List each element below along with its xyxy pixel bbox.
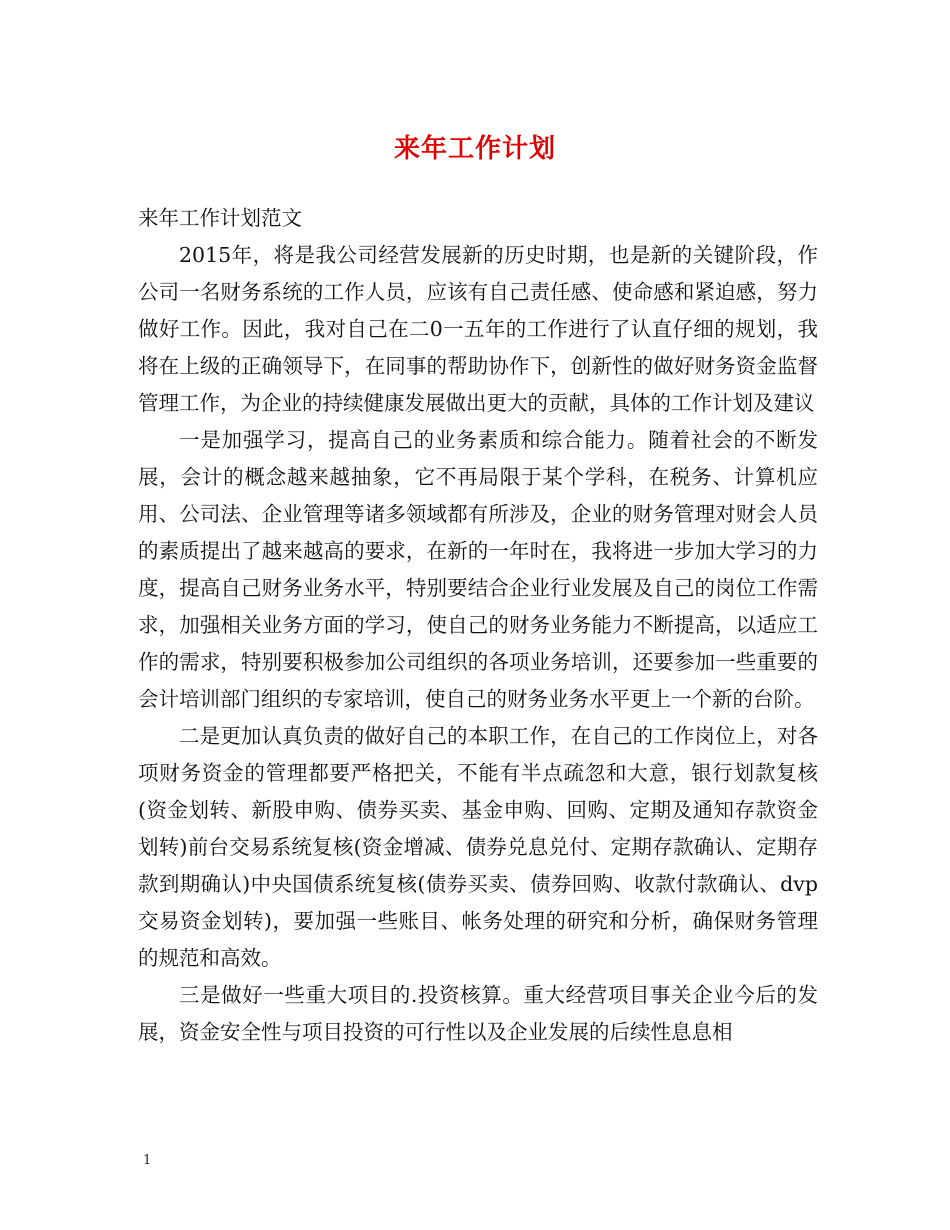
paragraph-intro: 2015年，将是我公司经营发展新的历史时期，也是新的关键阶段，作公司一名财务系统的工作人员，应该有自己责任感、使命感和紧迫感，努力做好工作。因此，我对自己在二0一五年的工作进行了认直仔细的规划，我将在上级的正确领导下，在同事的帮助协作下，创新性的做好财务资金监督管理工作，为企业的持续健康发展做出更大的贡献，具体的工作计划及建议 — [138, 243, 818, 415]
page-number: 1 — [143, 1153, 152, 1168]
document-title: 来年工作计划 — [393, 134, 556, 164]
document-subtitle: 来年工作计划范文 — [138, 206, 302, 230]
paragraph-duties: 二是更加认真负责的做好自己的本职工作，在自己的工作岗位上，对各项财务资金的管理都要严格把关，不能有半点疏忽和大意，银行划款复核(资金划转、新股申购、债券买卖、基金申购、回购、定期及通知存款资金划转)前台交易系统复核(资金增减、债券兑息兑付、定期存款确认、定期存款到期确认)中央国债系统复核(债券买卖、债券回购、收款付款确认、dvp交易资金划转)，要加强一些账目、帐务处理的研究和分析，确保财务管理的规范和高效。 — [138, 724, 818, 970]
paragraph-study: 一是加强学习，提高自己的业务素质和综合能力。随着社会的不断发展，会计的概念越来越抽象，它不再局限于某个学科，在税务、计算机应用、公司法、企业管理等诸多领域都有所涉及，企业的财务管理对财会人员的素质提出了越来越高的要求，在新的一年时在，我将进一步加大学习的力度，提高自己财务业务水平，特别要结合企业行业发展及自己的岗位工作需求，加强相关业务方面的学习，使自己的财务业务能力不断提高，以适应工作的需求，特别要积极参加公司组织的各项业务培训，还要参加一些重要的会计培训部门组织的专家培训，使自己的财务业务水平更上一个新的台阶。 — [138, 428, 818, 711]
paragraph-projects: 三是做好一些重大项目的.投资核算。重大经营项目事关企业今后的发展，资金安全性与项目投资的可行性以及企业发展的后续性息息相 — [138, 983, 818, 1044]
document-body — [138, 200, 818, 1051]
